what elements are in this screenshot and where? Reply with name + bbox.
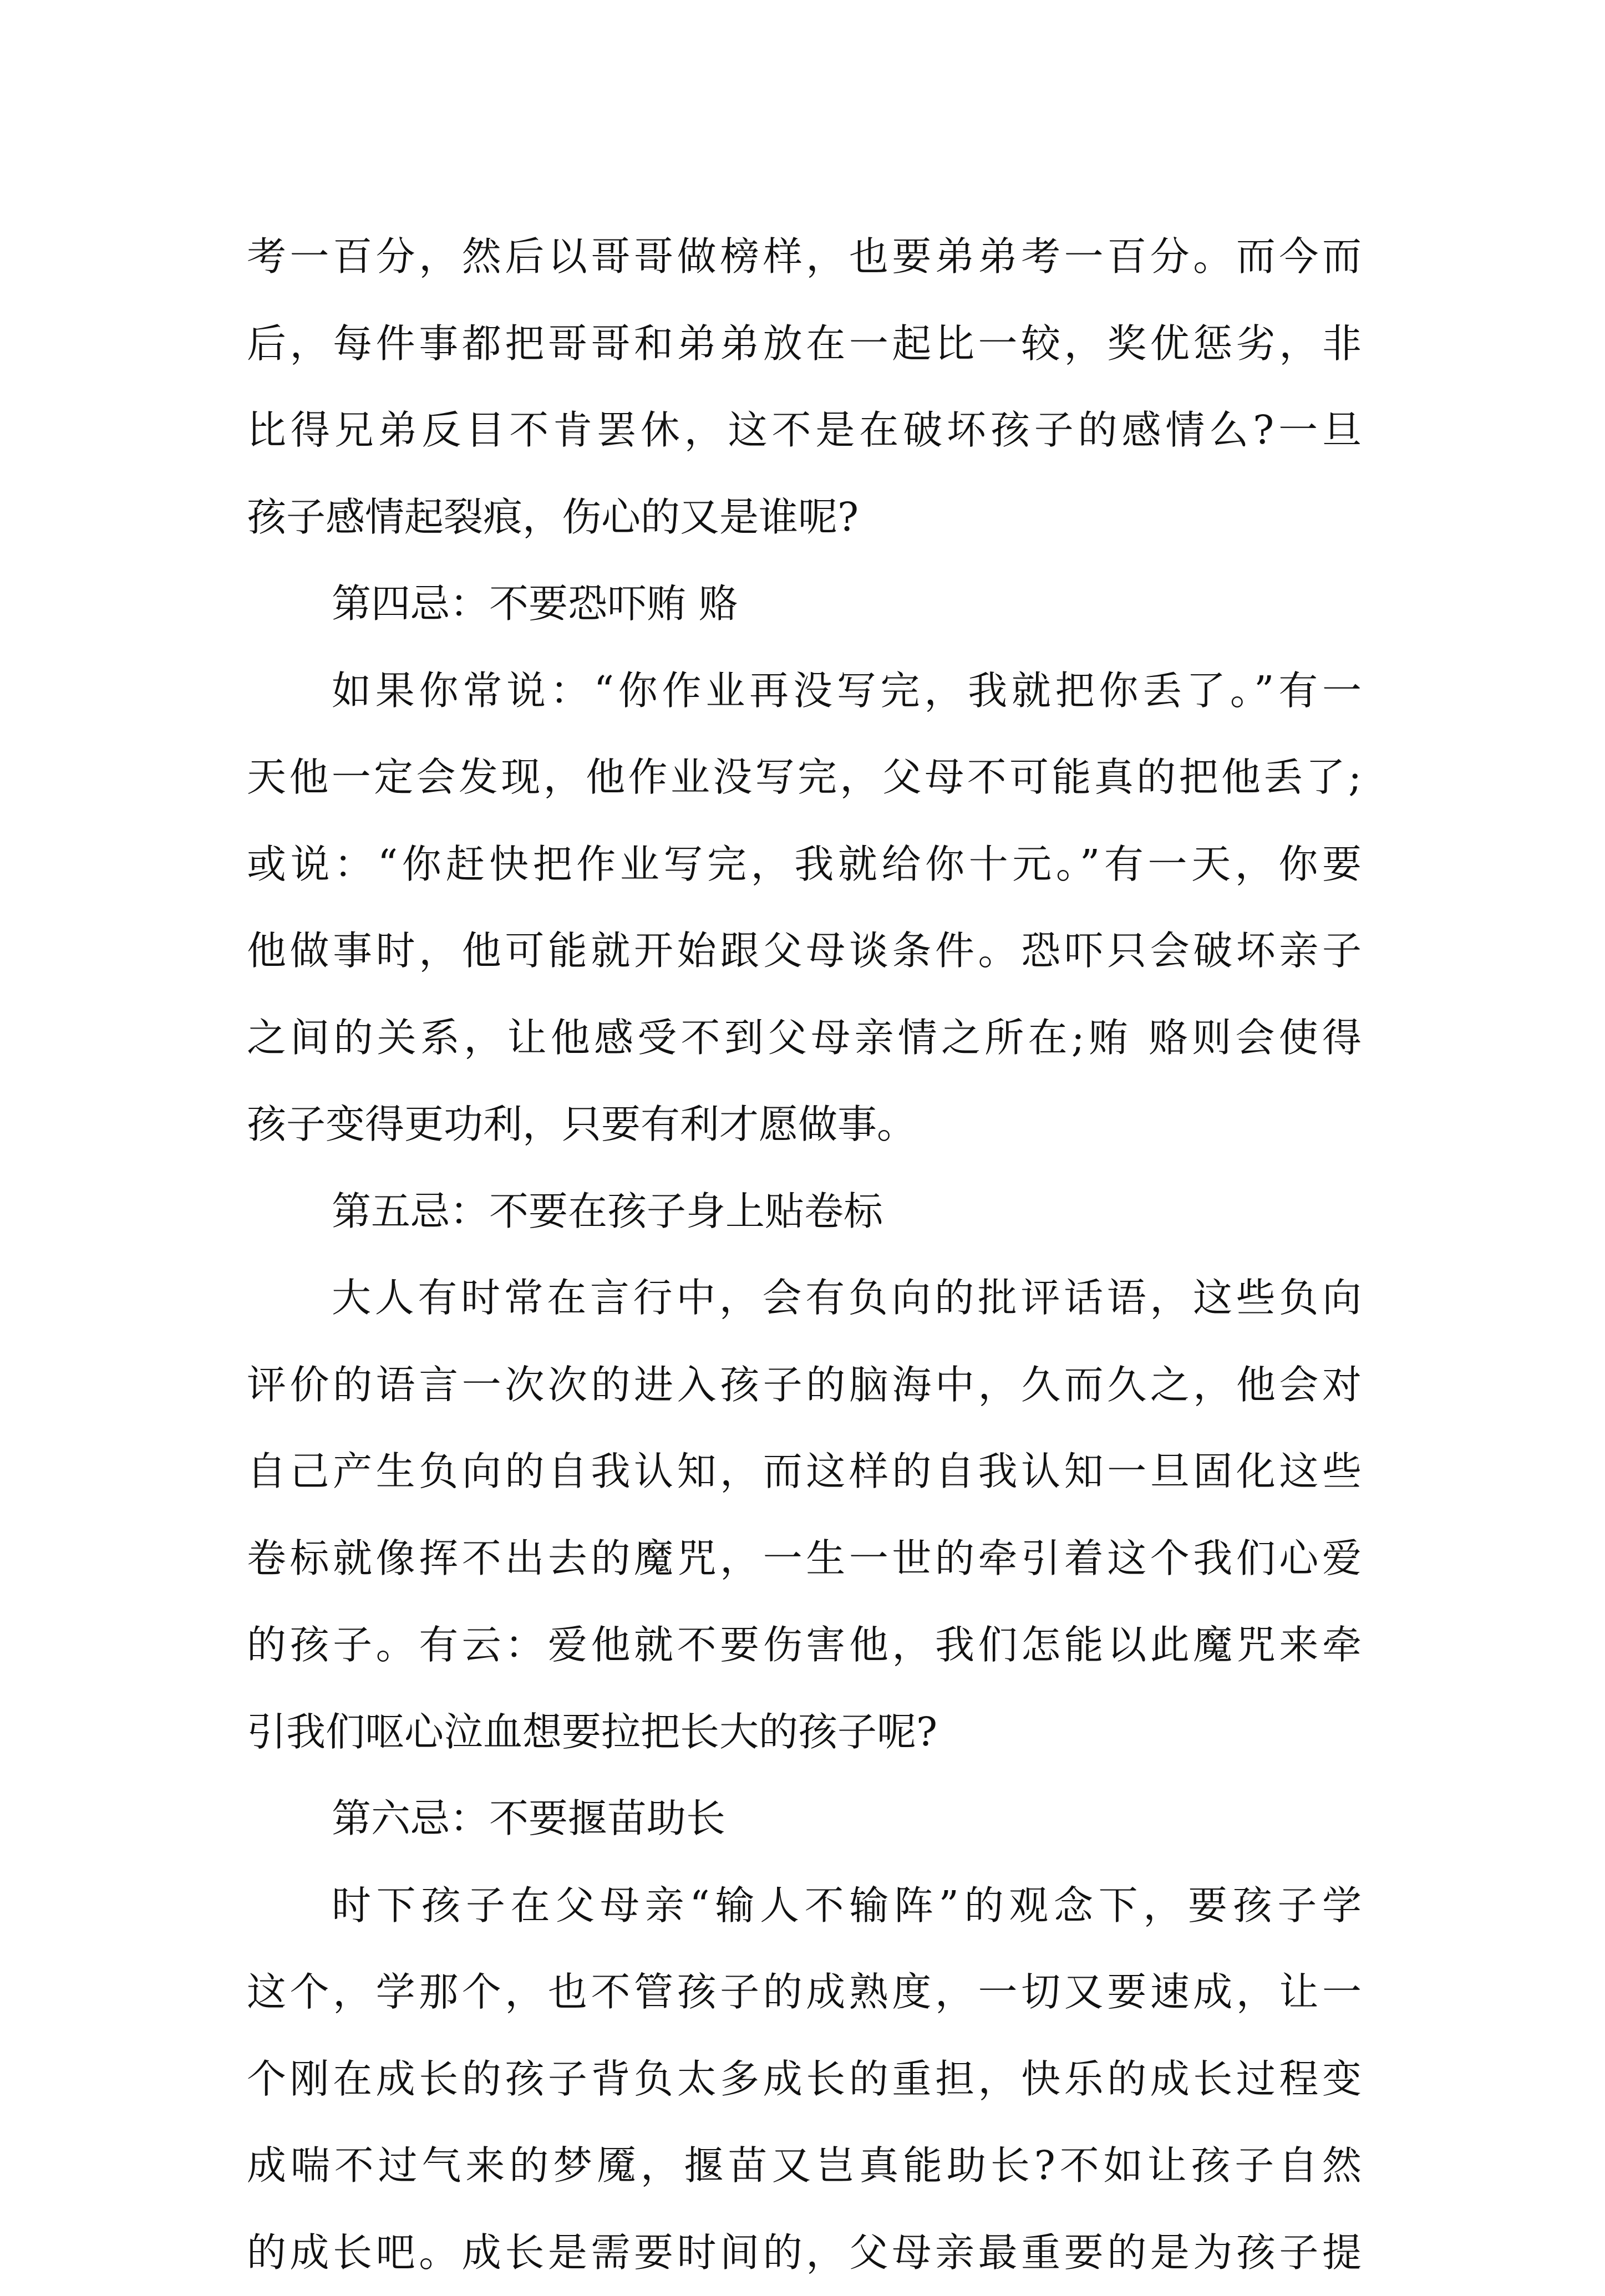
- paragraph-line: 或说：“你赶快把作业写完，我就给你十元。”有一天，你要: [247, 821, 1362, 908]
- paragraph-line: 如果你常说：“你作业再没写完，我就把你丢了。”有一: [247, 648, 1362, 735]
- paragraph-line: 天他一定会发现，他作业没写完，父母不可能真的把他丢了;: [247, 734, 1362, 821]
- paragraph-line: 比得兄弟反目不肯罢休，这不是在破坏孩子的感情么?一旦: [247, 387, 1362, 474]
- paragraph-line: 评价的语言一次次的进入孩子的脑海中，久而久之，他会对: [247, 1342, 1362, 1429]
- document-body-text: [247, 213, 1362, 2296]
- paragraph-line: 自己产生负向的自我认知，而这样的自我认知一旦固化这些: [247, 1428, 1362, 1515]
- paragraph-line: 这个，学那个，也不管孩子的成熟度，一切又要速成，让一: [247, 1949, 1362, 2036]
- paragraph-line: 后，每件事都把哥哥和弟弟放在一起比一较，奖优惩劣，非: [247, 301, 1362, 388]
- paragraph-line: 之间的关系，让他感受不到父母亲情之所在;贿 赂则会使得: [247, 995, 1362, 1082]
- paragraph-line: 的孩子。有云：爱他就不要伤害他，我们怎能以此魔咒来牵: [247, 1602, 1362, 1689]
- section-heading: 第六忌：不要揠苗助长: [247, 1775, 1362, 1862]
- paragraph-line: 大人有时常在言行中，会有负向的批评话语，这些负向: [247, 1255, 1362, 1342]
- paragraph-line: 他做事时，他可能就开始跟父母谈条件。恐吓只会破坏亲子: [247, 908, 1362, 995]
- paragraph-line: 卷标就像挥不出去的魔咒，一生一世的牵引着这个我们心爱: [247, 1515, 1362, 1602]
- paragraph-line: 考一百分，然后以哥哥做榜样，也要弟弟考一百分。而今而: [247, 213, 1362, 301]
- paragraph-line: 时下孩子在父母亲“输人不输阵”的观念下，要孩子学: [247, 1862, 1362, 1949]
- paragraph-line: 引我们呕心泣血想要拉把长大的孩子呢?: [247, 1689, 1362, 1776]
- paragraph-line: 的成长吧。成长是需要时间的，父母亲最重要的是为孩子提: [247, 2210, 1362, 2296]
- paragraph-line: 孩子感情起裂痕，伤心的又是谁呢?: [247, 474, 1362, 561]
- paragraph-line: 成喘不过气来的梦魇，揠苗又岂真能助长?不如让孩子自然: [247, 2122, 1362, 2210]
- section-heading: 第四忌：不要恐吓贿 赂: [247, 561, 1362, 648]
- section-heading: 第五忌：不要在孩子身上贴卷标: [247, 1168, 1362, 1255]
- paragraph-line: 个刚在成长的孩子背负太多成长的重担，快乐的成长过程变: [247, 2036, 1362, 2123]
- paragraph-line: 孩子变得更功利，只要有利才愿做事。: [247, 1081, 1362, 1168]
